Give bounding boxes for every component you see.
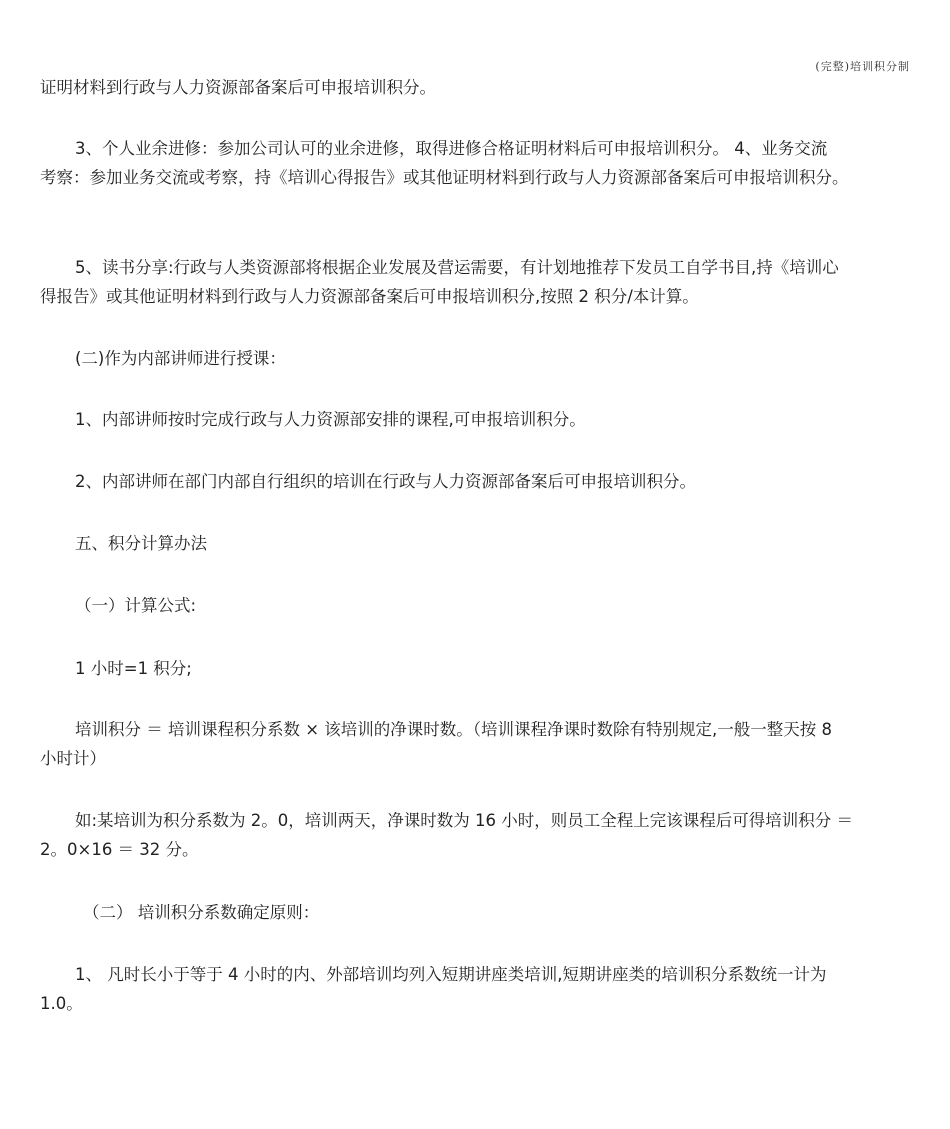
paragraph-line: 证明材料到行政与人力资源部备案后可申报培训积分。 xyxy=(40,78,436,97)
paragraph-line: （一）计算公式: xyxy=(75,596,197,615)
page-header-title: (完整)培训积分制 xyxy=(815,60,910,73)
paragraph-line: 小时计） xyxy=(40,749,106,768)
paragraph-line: 1.0。 xyxy=(40,994,83,1013)
paragraph-line: 考察：参加业务交流或考察，持《培训心得报告》或其他证明材料到行政与人力资源部备案后可申报培训积分。 xyxy=(40,168,849,187)
paragraph-line: 2。0×16 ＝ 32 分。 xyxy=(40,840,199,859)
paragraph-line: （二） 培训积分系数确定原则： xyxy=(83,903,320,922)
paragraph-line: 如:某培训为积分系数为 2。0，培训两天，净课时数为 16 小时，则员工全程上完该课程后可得培训积分 ＝ xyxy=(75,811,854,830)
paragraph-materials-filing xyxy=(40,73,912,102)
paragraph-line: 2、内部讲师在部门内部自行组织的培训在行政与人力资源部备案后可申报培训积分。 xyxy=(75,472,696,491)
paragraph-example xyxy=(40,806,912,864)
paragraph-item-5-reading xyxy=(40,253,912,311)
paragraph-line: 培训积分 ＝ 培训课程积分系数 × 该培训的净课时数。（培训课程净课时数除有特别规定,一般一整天按 8 xyxy=(75,720,833,739)
paragraph-line: 得报告》或其他证明材料到行政与人力资源部备案后可申报培训积分,按照 2 积分/本计算。 xyxy=(40,287,699,306)
paragraph-line: 五、积分计算办法 xyxy=(75,534,207,553)
paragraph-line: 3、个人业余进修：参加公司认可的业余进修，取得进修合格证明材料后可申报培训积分。 4、业务交流 xyxy=(75,139,828,158)
paragraph-coefficient-item-1 xyxy=(40,960,912,1018)
paragraph-line: 5、读书分享:行政与人类资源部将根据企业发展及营运需要，有计划地推荐下发员工自学书目,持《培训心 xyxy=(75,258,839,277)
paragraph-line: 1 小时=1 积分; xyxy=(75,659,192,678)
paragraph-trainer-item-1 xyxy=(40,405,912,434)
paragraph-line: 1、内部讲师按时完成行政与人力资源部安排的课程,可申报培训积分。 xyxy=(75,410,586,429)
paragraph-hour-point xyxy=(40,654,912,683)
paragraph-formula xyxy=(40,715,912,773)
paragraph-line: (二)作为内部讲师进行授课： xyxy=(75,349,286,368)
paragraph-trainer-item-2 xyxy=(40,467,912,496)
paragraph-item-3-4 xyxy=(40,134,912,192)
paragraph-line: 1、 凡时长小于等于 4 小时的内、外部培训均列入短期讲座类培训,短期讲座类的培训积分系数统一计为 xyxy=(75,965,827,984)
subsection-heading-formula xyxy=(40,591,912,620)
section-heading-calculation xyxy=(40,529,912,558)
section-heading-internal-trainer xyxy=(40,344,912,373)
subsection-heading-coefficient xyxy=(40,898,912,927)
